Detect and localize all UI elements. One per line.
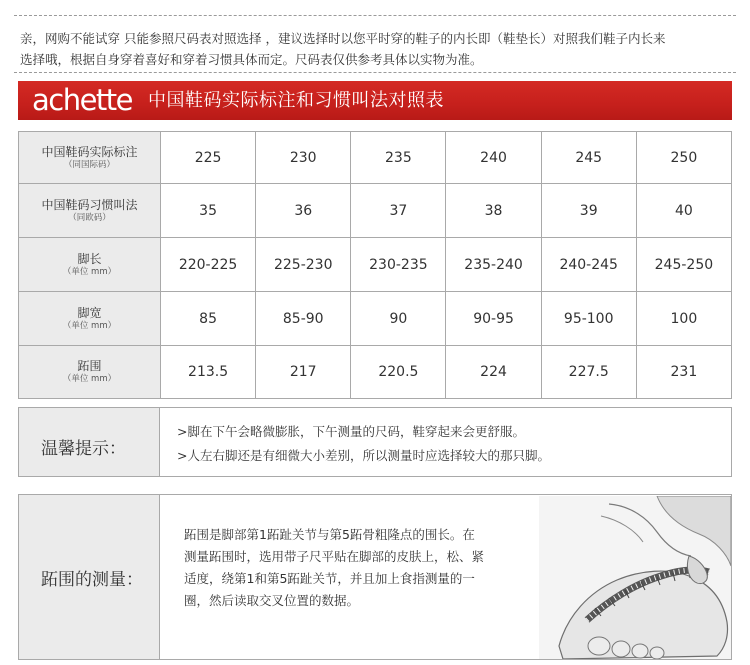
foot-measuring-illustration [539, 496, 731, 659]
tips-label-cell [19, 408, 160, 476]
table-cell: 85 [161, 292, 256, 346]
row-header-unit: （同国际码） [63, 159, 115, 170]
table-cell: 225 [161, 132, 256, 184]
brand-logo: achette [32, 83, 133, 117]
tips-label: 温馨提示： [41, 439, 126, 459]
notice-line-1: 亲，网购不能试穿 只能参照尺码表对照选择 ，建议选择时以您平时穿的鞋子的内长即（鞋垫长）对照我们鞋子内长来 [20, 31, 666, 46]
table-row [19, 292, 732, 346]
measure-line: 适度，绕第1和第5跖趾关节，并且加上食指测量的一 [184, 571, 475, 586]
table-cell: 36 [256, 184, 351, 238]
table-cell: 245-250 [636, 238, 731, 292]
table-cell: 235-240 [446, 238, 541, 292]
table-cell: 240 [446, 132, 541, 184]
table-cell: 40 [636, 184, 731, 238]
table-row [19, 238, 732, 292]
table-cell: 100 [636, 292, 731, 346]
table-cell: 90 [351, 292, 446, 346]
table-cell: 38 [446, 184, 541, 238]
table-cell: 240-245 [541, 238, 636, 292]
measure-line: 测量跖围时，选用带子尺平贴在脚部的皮肤上，松、紧 [184, 549, 485, 564]
table-row [19, 132, 732, 184]
table-cell: 220-225 [161, 238, 256, 292]
bottom-dashed-divider [14, 72, 736, 73]
row-header [19, 238, 161, 292]
table-cell: 225-230 [256, 238, 351, 292]
row-header [19, 346, 161, 399]
measure-label: 跖围的测量： [41, 570, 143, 590]
row-header [19, 292, 161, 346]
table-cell: 37 [351, 184, 446, 238]
table-cell: 39 [541, 184, 636, 238]
table-cell: 230-235 [351, 238, 446, 292]
table-cell: 224 [446, 346, 541, 399]
banner-title: 中国鞋码实际标注和习惯叫法对照表 [148, 90, 444, 111]
table-row [19, 346, 732, 399]
measure-description [184, 524, 512, 612]
row-header-unit: （单位 mm） [62, 266, 117, 277]
table-cell: 230 [256, 132, 351, 184]
row-header-unit: （同欧码） [68, 212, 111, 223]
table-cell: 95-100 [541, 292, 636, 346]
row-header-label: 脚长 [77, 251, 102, 266]
row-header [19, 132, 161, 184]
measure-line: 圈，然后读取交叉位置的数据。 [184, 593, 360, 608]
tip-item: >人左右脚还是有细微大小差别，所以测量时应选择较大的那只脚。 [177, 448, 550, 463]
size-notice [20, 28, 732, 70]
row-header [19, 184, 161, 238]
measure-panel [18, 494, 732, 660]
table-cell: 90-95 [446, 292, 541, 346]
tips-list [177, 420, 550, 468]
table-cell: 231 [636, 346, 731, 399]
row-header-unit: （单位 mm） [62, 320, 117, 331]
size-table [18, 131, 732, 399]
measure-label-cell [19, 495, 160, 659]
table-cell: 35 [161, 184, 256, 238]
tip-item: >脚在下午会略微膨胀，下午测量的尺码，鞋穿起来会更舒服。 [177, 424, 525, 439]
top-dashed-divider [14, 15, 736, 16]
notice-line-2: 选择哦，根据自身穿着喜好和穿着习惯具体而定。尺码表仅供参考具体以实物为准。 [20, 52, 483, 67]
table-cell: 245 [541, 132, 636, 184]
row-header-label: 中国鞋码习惯叫法 [41, 197, 138, 212]
table-cell: 227.5 [541, 346, 636, 399]
row-header-unit: （单位 mm） [62, 374, 117, 384]
row-header-label: 脚宽 [77, 305, 102, 320]
table-cell: 235 [351, 132, 446, 184]
row-header-label: 跖围 [77, 359, 102, 373]
size-chart-banner [18, 81, 732, 120]
table-cell: 217 [256, 346, 351, 399]
row-header-label: 中国鞋码实际标注 [41, 144, 138, 159]
measure-line: 跖围是脚部第1跖趾关节与第5跖骨粗隆点的围长。在 [184, 527, 475, 542]
table-cell: 85-90 [256, 292, 351, 346]
table-cell: 213.5 [161, 346, 256, 399]
table-row [19, 184, 732, 238]
tips-panel [18, 407, 732, 477]
table-cell: 220.5 [351, 346, 446, 399]
table-cell: 250 [636, 132, 731, 184]
